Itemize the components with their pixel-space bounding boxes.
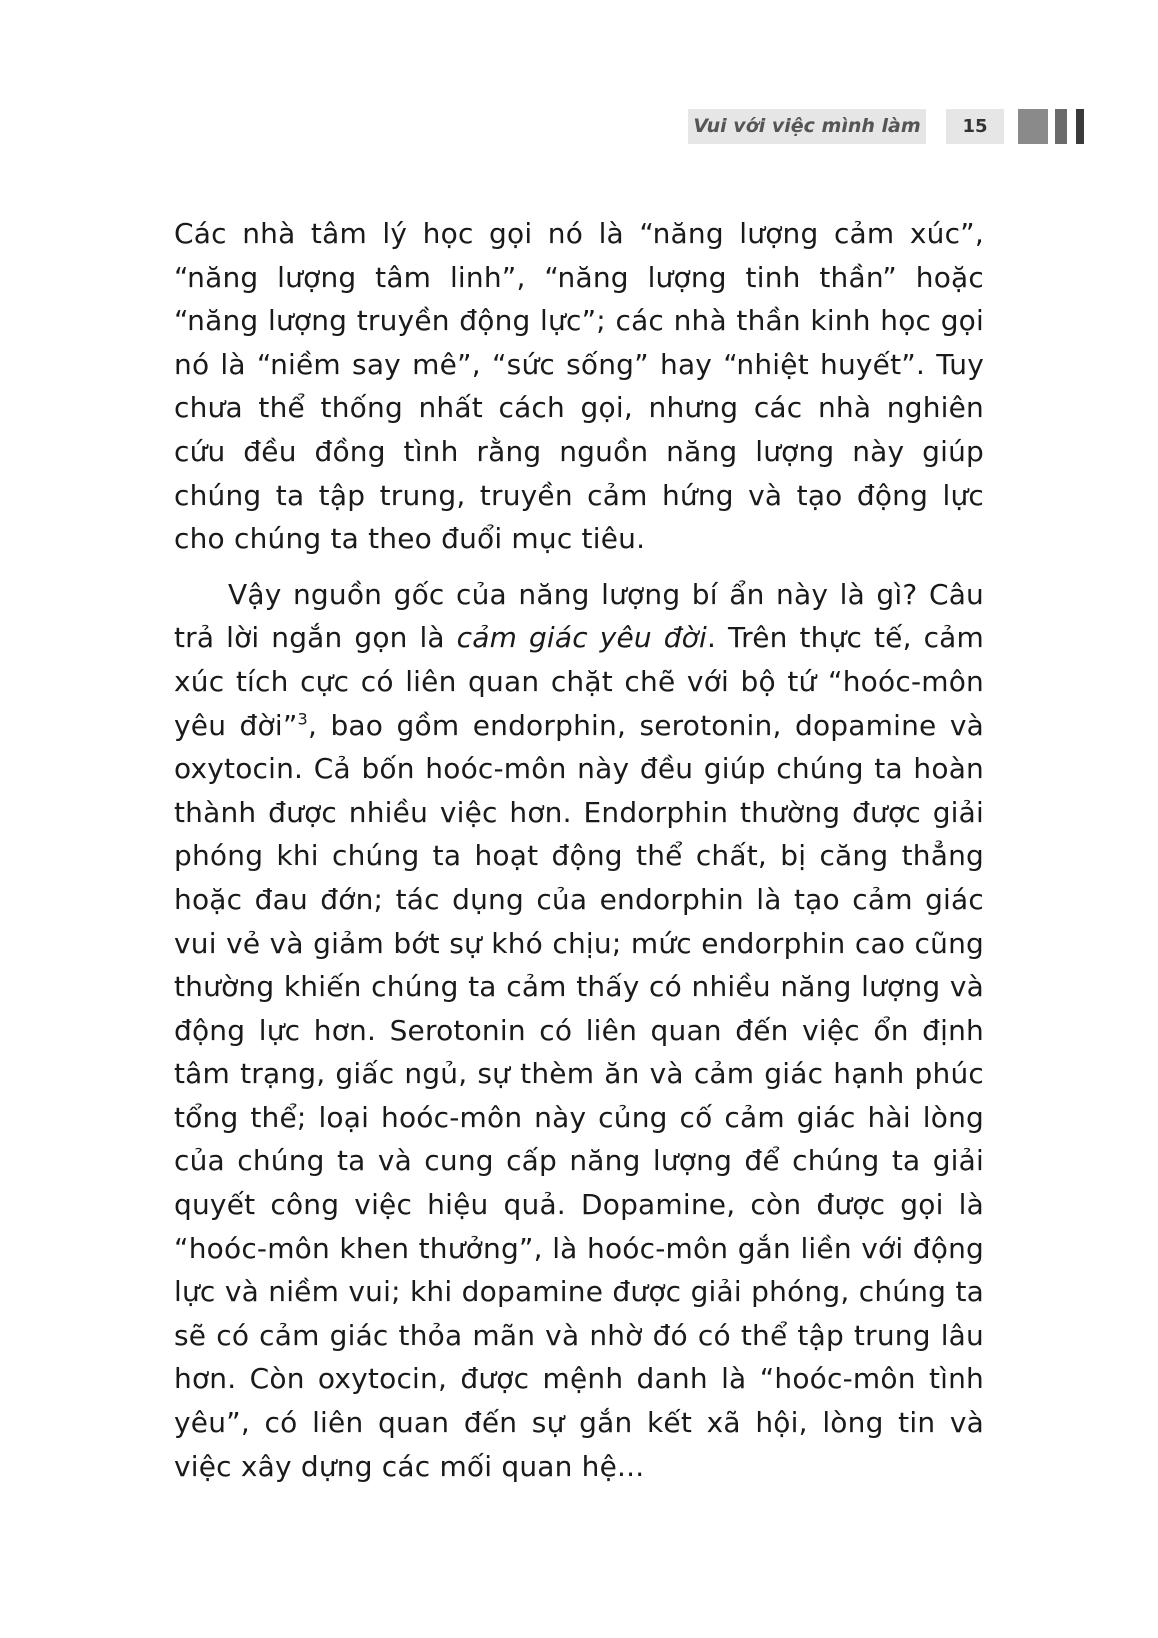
page-number: 15 [946,109,1004,144]
paragraph [174,573,984,1488]
text-run: , bao gồm endorphin, serotonin, dopamine và oxytocin. Cả bốn hoóc-môn này đều giúp chúng ta hoàn thành được nhiều việc hơn. Endorphin thường được giải phóng khi chúng ta hoạt động thể chất, bị căng thẳng hoặc đau đớn; tác dụng của endorphin là tạo cảm giác vui vẻ và giảm bớt sự khó chịu; mức endorphin cao cũng thường khiến chúng ta cảm thấy có nhiều năng lượng và động lực hơn. Serotonin có liên quan đến việc ổn định tâm trạng, giấc ngủ, sự thèm ăn và cảm giác hạnh phúc tổng thể; loại hoóc-môn này củng cố cảm giác hài lòng của chúng ta và cung cấp năng lượng để chúng ta giải quyết công việc hiệu quả. Dopamine, còn được gọi là “hoóc-môn khen thưởng”, là hoóc-môn gắn liền với động lực và niềm vui; khi dopamine được giải phóng, chúng ta sẽ có cảm giác thỏa mãn và nhờ đó có thể tập trung lâu hơn. Còn oxytocin, được mệnh danh là “hoóc-môn tình yêu”, có liên quan đến sự gắn kết xã hội, lòng tin và việc xây dựng các mối quan hệ... [174,708,984,1483]
text-run: Vậy nguồn gốc của năng lượng bí ẩn này là gì? Câu trả lời ngắn gọn là [174,577,984,655]
text-run: . Trên thực tế, cảm xúc tích cực có liên quan chặt chẽ với bộ tứ “hoóc-môn yêu đời” [174,621,984,742]
running-title: Vui với việc mình làm [688,109,926,144]
emphasis-text: cảm giác yêu đời [456,621,707,655]
paragraph: Các nhà tâm lý học gọi nó là “năng lượng cảm xúc”, “năng lượng tâm linh”, “năng lượng tinh thần” hoặc “năng lượng truyền động lực”; các nhà thần kinh học gọi nó là “niềm say mê”, “sức sống” hay “nhiệt huyết”. Tuy chưa thể thống nhất cách gọi, nhưng các nhà nghiên cứu đều đồng tình rằng nguồn năng lượng này giúp chúng ta tập trung, truyền cảm hứng và tạo động lực cho chúng ta theo đuổi mục tiêu. [174,217,984,556]
footnote-reference: 3 [297,709,308,729]
decorative-bar [1018,109,1048,144]
body-text [174,212,984,1488]
decorative-bar [1076,109,1084,144]
decorative-bar [1055,109,1067,144]
